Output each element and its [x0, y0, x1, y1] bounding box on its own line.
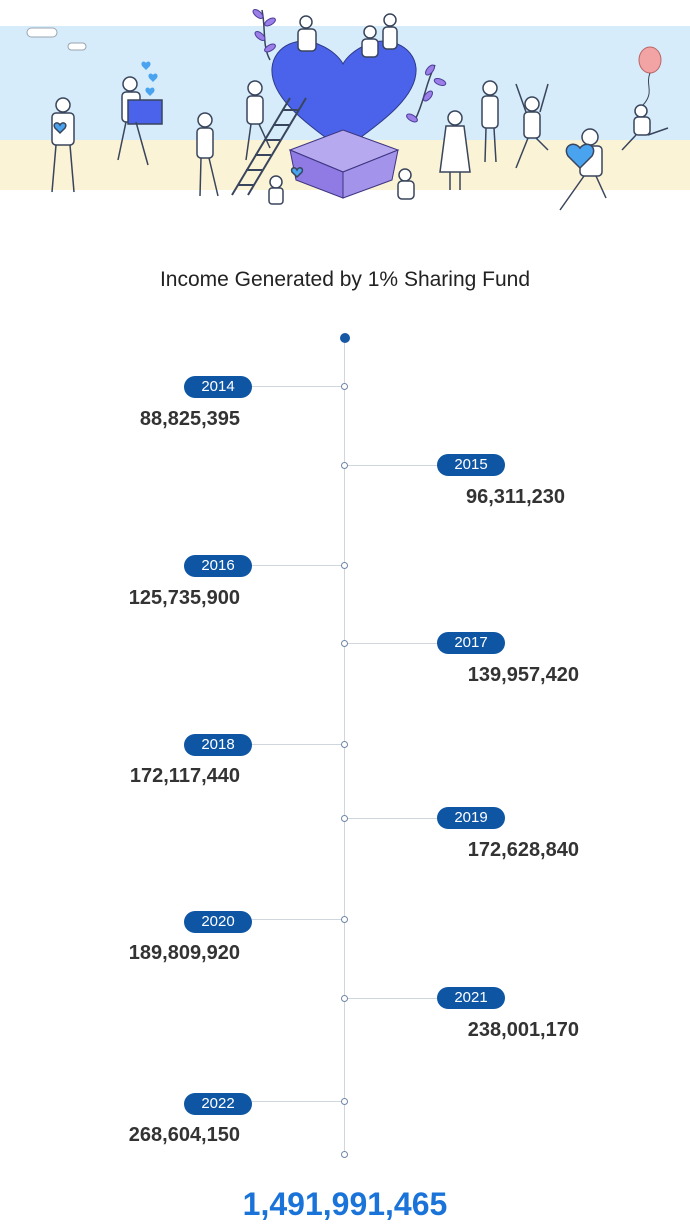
year-badge-2019: 2019	[437, 807, 505, 829]
timeline-connector	[345, 818, 437, 819]
timeline-end-node	[341, 1151, 348, 1158]
timeline-node	[341, 383, 348, 390]
timeline-start-dot	[340, 333, 350, 343]
timeline-node	[341, 640, 348, 647]
timeline-connector	[252, 1101, 344, 1102]
amount-2021: 238,001,170	[467, 1019, 579, 1041]
timeline-node	[341, 916, 348, 923]
timeline-connector	[252, 386, 344, 387]
timeline-connector	[345, 998, 437, 999]
year-badge-2022: 2022	[184, 1093, 252, 1115]
timeline-node	[341, 562, 348, 569]
amount-2017: 139,957,420	[467, 664, 579, 686]
timeline-connector	[345, 465, 437, 466]
year-badge-2017: 2017	[437, 632, 505, 654]
balloon-icon	[639, 47, 661, 73]
timeline-connector	[252, 565, 344, 566]
timeline-connector	[252, 744, 344, 745]
year-badge-2015: 2015	[437, 454, 505, 476]
amount-2019: 172,628,840	[467, 839, 579, 861]
amount-2020: 189,809,920	[128, 942, 240, 964]
amount-2015: 96,311,230	[466, 486, 565, 508]
hero-illustration	[0, 0, 690, 230]
page-title: Income Generated by 1% Sharing Fund	[159, 268, 531, 291]
amount-2018: 172,117,440	[129, 765, 240, 787]
total-amount: 1,491,991,465	[242, 1186, 448, 1222]
year-badge-2021: 2021	[437, 987, 505, 1009]
timeline-connector	[345, 643, 437, 644]
year-badge-2020: 2020	[184, 911, 252, 933]
timeline-connector	[252, 919, 344, 920]
timeline-node	[341, 741, 348, 748]
timeline-node	[341, 995, 348, 1002]
year-badge-2018: 2018	[184, 734, 252, 756]
amount-2014: 88,825,395	[139, 408, 240, 430]
timeline-node	[341, 1098, 348, 1105]
timeline-node	[341, 462, 348, 469]
year-badge-2016: 2016	[184, 555, 252, 577]
timeline-node	[341, 815, 348, 822]
amount-2016: 125,735,900	[128, 587, 240, 609]
year-badge-2014: 2014	[184, 376, 252, 398]
amount-2022: 268,604,150	[128, 1124, 240, 1146]
